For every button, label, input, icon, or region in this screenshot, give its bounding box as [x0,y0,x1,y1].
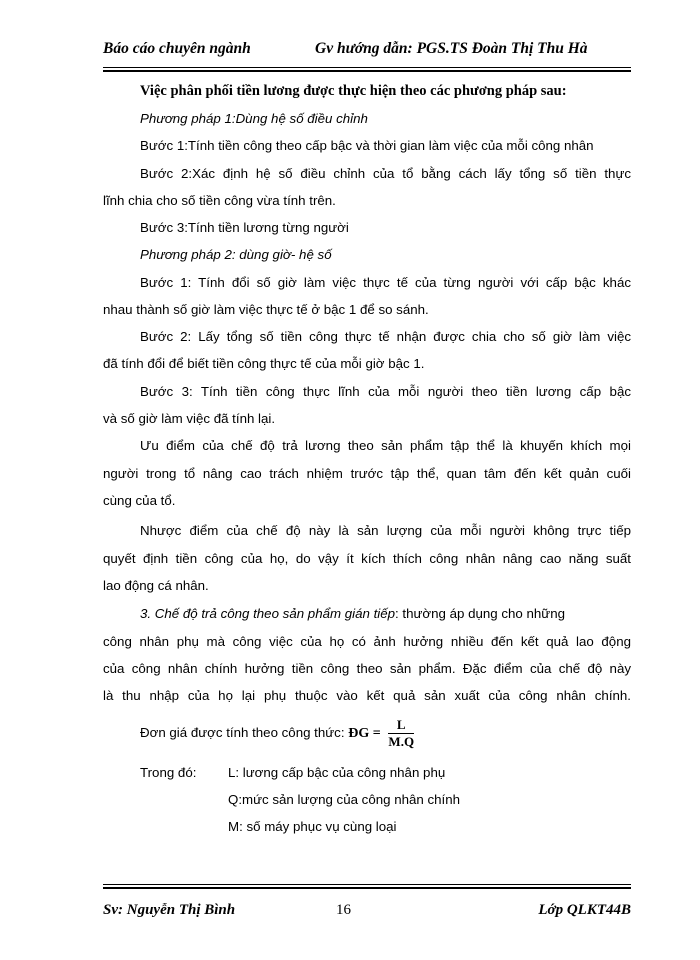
section3-line3: của công nhân chính hưởng tiền công theo sản phẩm. Đặc điểm của chế độ này [103,661,631,676]
where-item-q: Q:mức sản lượng của công nhân chính [228,792,461,807]
disadvantage-line3: lao động cá nhân. [103,578,209,593]
footer-rule-thin [103,884,631,885]
disadvantage-line2: quyết định tiền công của họ, do vậy ít kích thích công nhân nâng cao năng suất [103,551,631,566]
intro-heading: Việc phân phối tiền lương được thực hiện theo các phương pháp sau: [140,83,567,99]
section3-line1 [140,600,631,628]
footer-class: Lớp QLKT44B [538,902,631,918]
advantage-line3: cùng của tổ. [103,493,176,508]
m1-step3: Bước 3:Tính tiền lương từng người [140,220,349,235]
m2-step1-line2: nhau thành số giờ làm việc thực tế ở bậc 1 để so sánh. [103,302,429,317]
footer-page-number: 16 [336,902,351,918]
formula-lhs: ĐG = [348,726,381,742]
m1-step2-line2: lĩnh chia cho số tiền công vừa tính trên. [103,193,336,208]
advantage-line2: người trong tổ nâng cao trách nhiệm trước tập thể, quan tâm đến kết quản cuối [103,466,631,481]
where-label: Trong đó: [140,765,197,780]
header-supervisor: Gv hướng dẫn: PGS.TS Đoàn Thị Thu Hà [315,40,588,57]
method2-title: Phương pháp 2: dùng giờ- hệ số [140,247,332,262]
page-header [103,40,630,66]
section3-line4: là thu nhập của họ lại phụ thuộc vào kết quả sản xuất của công nhân chính. [103,688,631,703]
m1-step1: Bước 1:Tính tiền công theo cấp bậc và thời gian làm việc của mỗi công nhân [140,138,594,153]
page-footer [103,902,631,924]
where-item-m: M: số máy phục vụ cùng loại [228,819,397,834]
m2-step3-line2: và số giờ làm việc đã tính lại. [103,411,276,426]
m2-step2-line1: Bước 2: Lấy tổng số tiền công thực tế nhận được chia cho số giờ làm việc [140,329,631,344]
method1-title: Phương pháp 1:Dùng hệ số điều chỉnh [140,111,368,126]
section3-line1-rest: : thường áp dụng cho những [395,606,565,621]
footer-rule-thick [103,887,631,889]
m1-step2-line1: Bước 2:Xác định hệ số điều chỉnh của tổ bằng cách lấy tổng số tiền thực [140,166,631,181]
where-item-l: L: lương cấp bậc của công nhân phụ [228,765,446,780]
formula-label: Đơn giá được tính theo công thức: [140,725,345,741]
disadvantage-line1: Nhược điểm của chế độ này là sản lượng của mỗi người không trực tiếp [140,523,631,538]
section3-title: 3. Chế độ trả công theo sản phẩm gián tiếp [140,606,396,621]
header-rule-thick [103,70,631,72]
m2-step1-line1: Bước 1: Tính đổi số giờ làm việc thực tế của từng người với cấp bậc khác [140,275,631,290]
formula-denominator: M.Q [388,734,415,749]
formula-fraction [388,718,414,749]
header-report-title: Báo cáo chuyên ngành [103,40,251,57]
header-rule-thin [103,67,631,68]
m2-step3-line1: Bước 3: Tính tiền công thực lĩnh của mỗi người theo tiền lương cấp bậc [140,384,631,399]
footer-student: Sv: Nguyễn Thị Bình [103,902,236,918]
section3-line2: công nhân phụ mà công việc của họ có ảnh hưởng nhiều đến kết quả lao động [103,634,631,649]
formula-line [140,718,414,749]
m2-step2-line2: đã tính đổi để biết tiền công thực tế của mỗi giờ bậc 1. [103,356,425,371]
advantage-line1: Ưu điểm của chế độ trả lương theo sản phẩm tập thể là khuyến khích mọi [140,438,631,453]
formula-numerator: L [388,718,414,734]
